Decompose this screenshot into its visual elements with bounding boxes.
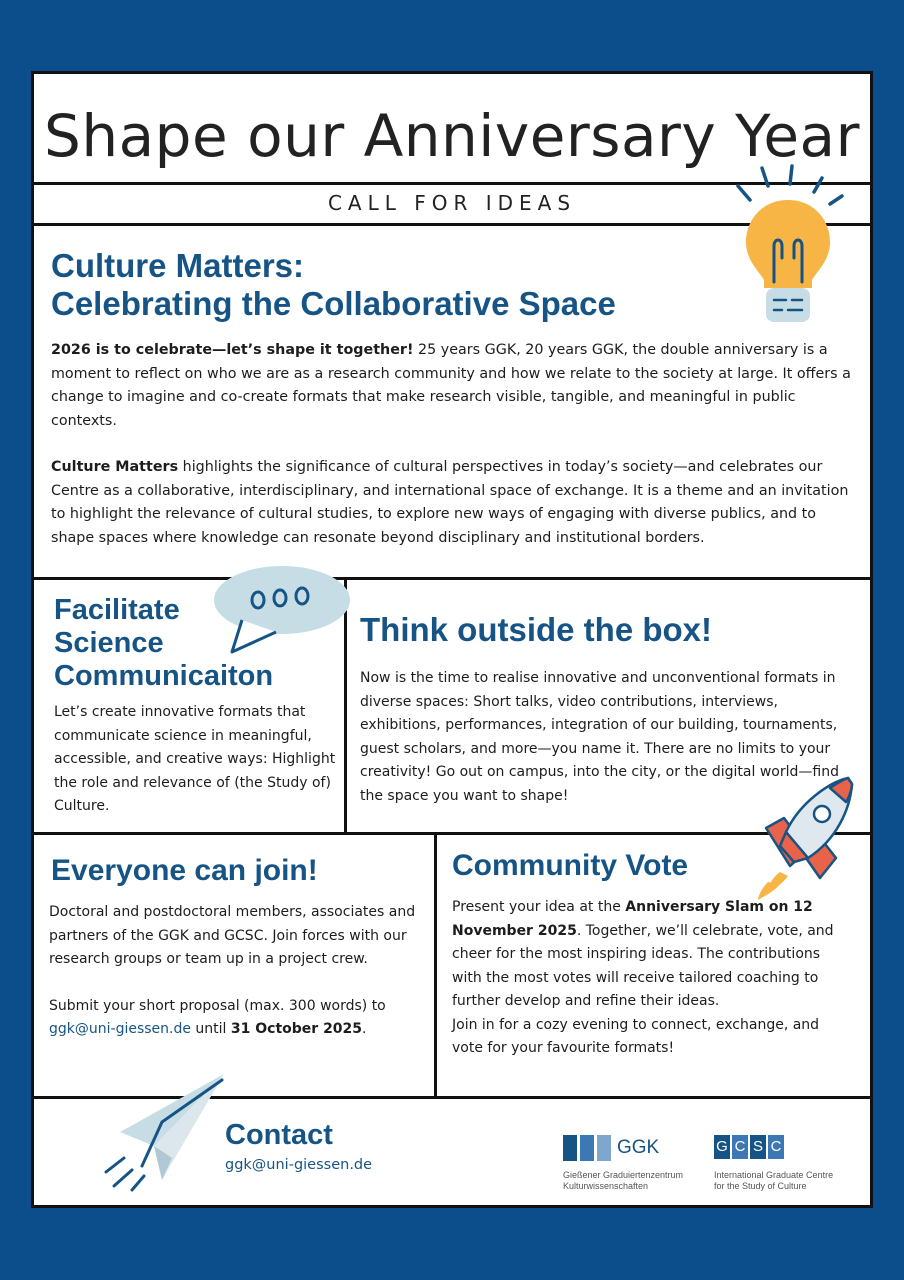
culture-matters-text: 2026 is to celebrate—let’s shape it together! 25 years GGK, 20 years GGK, the double anniversary is a moment to reflect on who we are as a research community and how we relate to the society at large. It offers a change to imagine and co-create formats that make research visible, tangible, and meaningful in public contexts. Culture Matters highlights the significance of cultural perspectives in today’s society—and celebrates our Centre as a collaborative, interdisciplinary, and international space of exchange. It is a theme and an invitation to highlight the relevance of cultural studies, to explore new ways of engaging with diverse publics, and to shape spaces where knowledge can resonate beyond disciplinary and institutional borders. <box>51 342 851 546</box>
culture-matters-heading: Culture Matters: Celebrating the Collaborative Space <box>51 247 616 322</box>
ggk-logo-abbr: GGK <box>617 1137 660 1158</box>
page-title: Shape our Anniversary Year <box>44 102 860 170</box>
ggk-logo: GGK Gießener Graduiertenzentrum Kulturwissenschaften <box>563 1137 684 1191</box>
contact-email-link[interactable]: ggk@uni-giessen.de <box>225 1157 373 1173</box>
divider <box>34 577 870 580</box>
divider <box>434 832 437 1097</box>
think-heading: Think outside the box! <box>360 611 712 648</box>
gcsc-logo: G C S C International Graduate Centre for the Study of Culture <box>714 1133 854 1193</box>
gcsc-logo-letter: C <box>732 1135 748 1159</box>
rocket-icon <box>750 774 860 904</box>
gcsc-logo-letter: S <box>750 1135 766 1159</box>
facilitate-heading: Facilitate Science Communicaiton <box>54 594 274 692</box>
contact-heading: Contact <box>225 1119 333 1151</box>
join-text: Doctoral and postdoctoral members, associates and partners of the GGK and GCSC. Join forces with our research groups or team up in a project crew. Submit your short proposal (max. 300 words) to ggk@uni-giessen.de until 31 October 2025. <box>49 904 416 1037</box>
page-subtitle: CALL FOR IDEAS <box>327 191 577 215</box>
divider <box>34 832 870 835</box>
lightbulb-icon <box>724 162 854 332</box>
poster <box>31 71 873 1208</box>
vote-heading: Community Vote <box>452 849 689 882</box>
gcsc-logo-letter: G <box>714 1135 730 1159</box>
facilitate-text: Let’s create innovative formats that communicate science in meaningful, accessible, and creative ways: Highlight the role and relevance of (the Study of) Culture. <box>54 704 336 814</box>
gcsc-logo-letter: C <box>768 1135 784 1159</box>
vote-text: Present your idea at the Anniversary Slam on 12 November 2025. Together, we’ll celebrate, vote, and cheer for the most inspiring ideas. The contributions with the most votes will receive tailored coaching to further develop and refine their ideas. Join in for a cozy evening to connect, exchange, and vote for your favourite formats! <box>452 899 834 1056</box>
join-heading: Everyone can join! <box>51 854 318 887</box>
paper-plane-icon <box>102 1070 232 1194</box>
join-email-link[interactable]: ggk@uni-giessen.de <box>49 1021 191 1037</box>
think-text: Now is the time to realise innovative and unconventional formats in diverse spaces: Short talks, video contributions, interviews, exhibitions, performances, integration of our building, tournaments, guest scholars, and more—you name it. There are no limits to your creativity! Go out on campus, into the city, or the digital world—find the space you want to shape! <box>360 670 839 804</box>
